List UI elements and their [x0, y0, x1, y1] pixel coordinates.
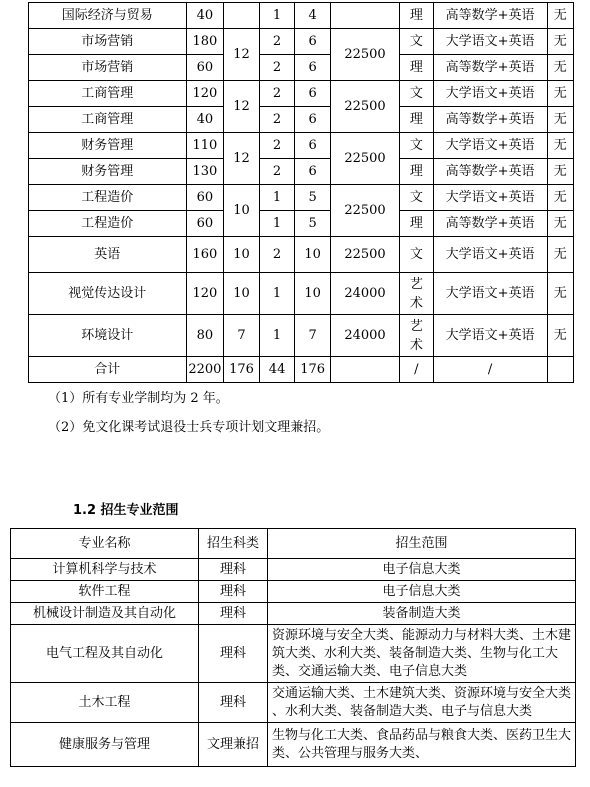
enrollment-cell: 120	[186, 273, 224, 315]
table-row	[29, 81, 574, 107]
total-subject-cell: /	[400, 357, 434, 383]
subject-cell	[400, 81, 434, 107]
count-cell: 7	[295, 315, 331, 357]
exam-cell: 大学语文+英语	[433, 133, 547, 159]
empty-cell	[330, 3, 399, 29]
count-cell: 2	[259, 133, 295, 159]
total-extra-cell	[547, 357, 574, 383]
exam-cell: 大学语文+英语	[433, 273, 547, 315]
exam-cell: 大学语文+英语	[433, 81, 547, 107]
merged-fee-cell: 22500	[330, 81, 399, 133]
extra-cell: 无	[547, 237, 574, 273]
category-cell: 文理兼招	[199, 723, 268, 767]
enrollment-cell: 130	[186, 159, 224, 185]
total-c1-cell: 2200	[186, 357, 224, 383]
count-cell: 2	[259, 237, 295, 273]
table-row	[11, 683, 576, 723]
extra-cell: 无	[547, 273, 574, 315]
subject-cell	[400, 159, 434, 185]
merged-fee-cell: 22500	[330, 29, 399, 81]
table-header-row	[11, 529, 576, 559]
count-cell: 7	[224, 315, 260, 357]
subject-text: 理	[409, 164, 423, 179]
total-row	[29, 357, 574, 383]
count-cell: 2	[259, 107, 295, 133]
category-cell: 理科	[199, 559, 268, 581]
range-cell: 电子信息大类	[268, 559, 576, 581]
category-cell: 理科	[199, 603, 268, 625]
total-c3-cell: 44	[259, 357, 295, 383]
table-row	[29, 237, 574, 273]
major-cell: 环境设计	[29, 315, 187, 357]
subject-text: 文	[409, 190, 423, 205]
range-cell: 电子信息大类	[268, 581, 576, 603]
exam-cell: 大学语文+英语	[433, 315, 547, 357]
subject-cell	[400, 315, 434, 357]
subject-cell	[400, 3, 434, 29]
count-cell: 1	[259, 315, 295, 357]
subject-cell	[400, 273, 434, 315]
major-cell: 市场营销	[29, 29, 187, 55]
header-range: 招生范围	[268, 529, 576, 559]
fee-cell: 24000	[330, 273, 399, 315]
category-cell: 理科	[199, 581, 268, 603]
table-row	[11, 581, 576, 603]
exam-cell: 大学语文+英语	[433, 29, 547, 55]
subject-text: 理	[409, 8, 423, 23]
exam-cell: 高等数学+英语	[433, 3, 547, 29]
table-row	[29, 55, 574, 81]
subject-text: 理	[409, 216, 423, 231]
subject-cell	[400, 133, 434, 159]
merged-cell: 12	[224, 133, 260, 185]
count-cell: 10	[295, 273, 331, 315]
count-cell: 1	[259, 211, 295, 237]
major-cell: 财务管理	[29, 159, 187, 185]
exam-cell: 大学语文+英语	[433, 185, 547, 211]
extra-cell: 无	[547, 29, 574, 55]
major-cell: 财务管理	[29, 133, 187, 159]
category-cell: 理科	[199, 625, 268, 683]
note-2: （2）免文化课考试退役士兵专项计划文理兼招。	[48, 420, 330, 435]
total-c4-cell: 176	[295, 357, 331, 383]
exam-cell: 高等数学+英语	[433, 159, 547, 185]
table-row	[29, 273, 574, 315]
count-cell: 1	[259, 185, 295, 211]
major-cell: 视觉传达设计	[29, 273, 187, 315]
subject-cell	[400, 211, 434, 237]
count-cell: 10	[295, 237, 331, 273]
table-row	[11, 723, 576, 767]
enrollment-cell: 60	[186, 211, 224, 237]
fee-cell: 22500	[330, 237, 399, 273]
count-cell: 10	[224, 237, 260, 273]
table-row	[29, 133, 574, 159]
enrollment-cell: 80	[186, 315, 224, 357]
major-name-cell: 电气工程及其自动化	[11, 625, 199, 683]
count-cell: 1	[259, 3, 295, 29]
major-name-cell: 机械设计制造及其自动化	[11, 603, 199, 625]
major-cell: 工程造价	[29, 185, 187, 211]
empty-cell	[224, 3, 260, 29]
merged-cell: 10	[224, 185, 260, 237]
range-cell: 交通运输大类、土木建筑大类、资源环境与安全大类 、水利大类、装备制造大类、电子与信息大类	[268, 683, 576, 723]
exam-cell: 高等数学+英语	[433, 211, 547, 237]
major-cell: 工商管理	[29, 107, 187, 133]
major-cell: 市场营销	[29, 55, 187, 81]
table-row	[29, 185, 574, 211]
merged-fee-cell: 22500	[330, 185, 399, 237]
total-label-cell: 合计	[29, 357, 187, 383]
merged-cell: 12	[224, 81, 260, 133]
major-cell: 国际经济与贸易	[29, 3, 187, 29]
total-c2-cell: 176	[224, 357, 260, 383]
section-title: 1.2 招生专业范围	[73, 503, 179, 518]
exam-cell: 高等数学+英语	[433, 55, 547, 81]
table-row	[29, 3, 574, 29]
extra-cell: 无	[547, 81, 574, 107]
table-row	[11, 559, 576, 581]
subject-cell	[400, 29, 434, 55]
table-row	[11, 603, 576, 625]
fee-cell: 24000	[330, 315, 399, 357]
count-cell: 5	[295, 211, 331, 237]
range-cell: 生物与化工大类、食品药品与粮食大类、医药卫生大类、公共管理与服务大类、	[268, 723, 576, 767]
subject-text: 理	[409, 112, 423, 127]
extra-cell: 无	[547, 211, 574, 237]
count-cell: 6	[295, 29, 331, 55]
enrollment-cell: 40	[186, 107, 224, 133]
major-name-cell: 计算机科学与技术	[11, 559, 199, 581]
table-row	[11, 625, 576, 683]
note-1: （1）所有专业学制均为 2 年。	[48, 391, 229, 406]
exam-cell: 高等数学+英语	[433, 107, 547, 133]
count-cell: 6	[295, 159, 331, 185]
subject-text: 文	[409, 247, 423, 262]
table-row	[29, 315, 574, 357]
subject-cell	[400, 55, 434, 81]
header-major: 专业名称	[11, 529, 199, 559]
exam-cell: 大学语文+英语	[433, 237, 547, 273]
total-fee-cell	[330, 357, 399, 383]
subject-text: 文	[409, 34, 423, 49]
enrollment-cell: 40	[186, 3, 224, 29]
major-cell: 工商管理	[29, 81, 187, 107]
extra-cell: 无	[547, 159, 574, 185]
major-cell: 英语	[29, 237, 187, 273]
header-category: 招生科类	[199, 529, 268, 559]
major-name-cell: 健康服务与管理	[11, 723, 199, 767]
quota-table	[28, 2, 574, 383]
table-row	[29, 211, 574, 237]
subject-cell	[400, 185, 434, 211]
extra-cell: 无	[547, 107, 574, 133]
subject-text: 文	[409, 138, 423, 153]
major-name-cell: 土木工程	[11, 683, 199, 723]
extra-cell: 无	[547, 55, 574, 81]
total-exam-cell: /	[433, 357, 547, 383]
subject-text: 理	[409, 60, 423, 75]
extra-cell: 无	[547, 315, 574, 357]
count-cell: 2	[259, 81, 295, 107]
enrollment-cell: 120	[186, 81, 224, 107]
count-cell: 10	[224, 273, 260, 315]
enrollment-cell: 60	[186, 55, 224, 81]
count-cell: 4	[295, 3, 331, 29]
enrollment-cell: 60	[186, 185, 224, 211]
table-row	[29, 107, 574, 133]
range-cell: 装备制造大类	[268, 603, 576, 625]
enrollment-cell: 180	[186, 29, 224, 55]
major-cell: 工程造价	[29, 211, 187, 237]
subject-text: 艺术	[409, 276, 423, 311]
table-row	[29, 159, 574, 185]
count-cell: 5	[295, 185, 331, 211]
subject-cell	[400, 107, 434, 133]
enrollment-cell: 110	[186, 133, 224, 159]
subject-text: 文	[409, 86, 423, 101]
subject-text: 艺术	[409, 318, 423, 353]
merged-cell: 12	[224, 29, 260, 81]
table-row	[29, 29, 574, 55]
category-cell: 理科	[199, 683, 268, 723]
count-cell: 2	[259, 29, 295, 55]
range-cell: 资源环境与安全大类、能源动力与材料大类、土木建筑大类、水利大类、装备制造大类、生物与化工大类、交通运输大类、电子信息大类	[268, 625, 576, 683]
count-cell: 6	[295, 81, 331, 107]
count-cell: 2	[259, 159, 295, 185]
count-cell: 6	[295, 55, 331, 81]
count-cell: 6	[295, 133, 331, 159]
extra-cell: 无	[547, 185, 574, 211]
count-cell: 2	[259, 55, 295, 81]
merged-fee-cell: 22500	[330, 133, 399, 185]
count-cell: 6	[295, 107, 331, 133]
extra-cell: 无	[547, 133, 574, 159]
major-name-cell: 软件工程	[11, 581, 199, 603]
count-cell: 1	[259, 273, 295, 315]
extra-cell: 无	[547, 3, 574, 29]
subject-cell	[400, 237, 434, 273]
scope-table	[10, 528, 576, 767]
enrollment-cell: 160	[186, 237, 224, 273]
